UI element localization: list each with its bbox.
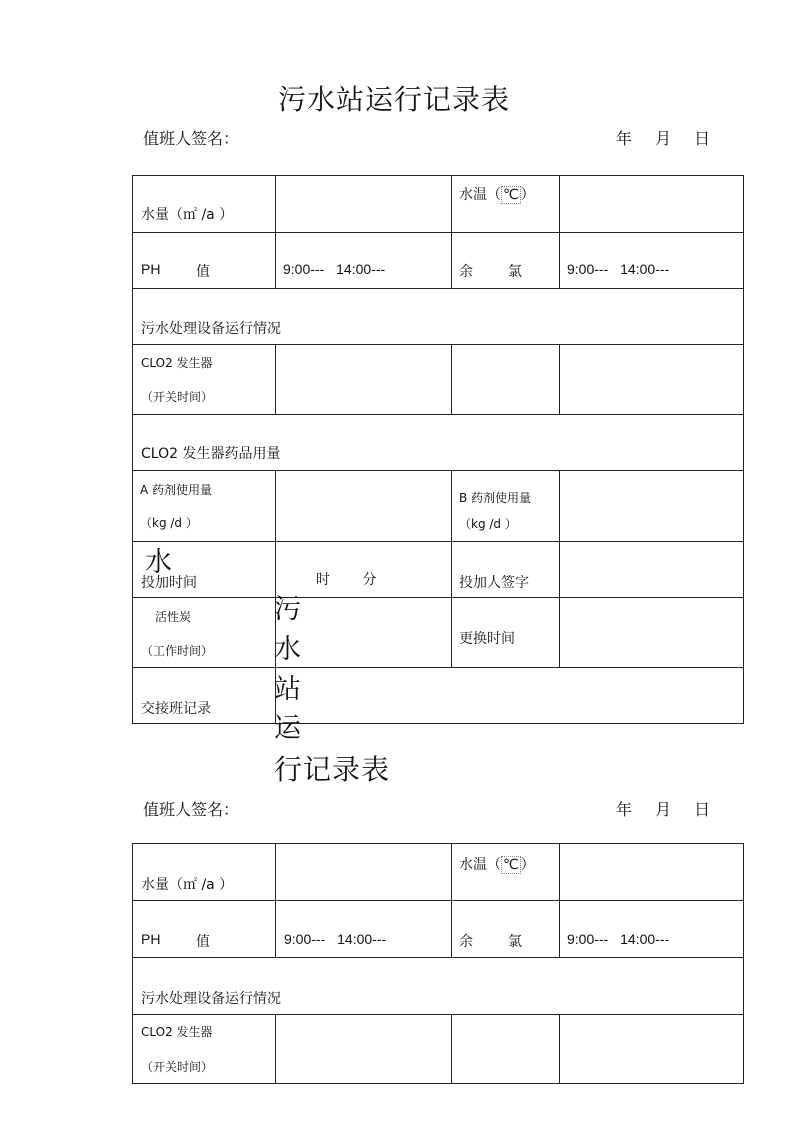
residual-label-2: 氯: [508, 264, 522, 280]
water-temp-cell: [452, 844, 560, 901]
b-dosage-input[interactable]: [560, 471, 744, 542]
form2-title: 行记录表: [274, 753, 391, 786]
form1-title: 污水站运行记录表: [278, 83, 511, 116]
work-time-label: （工作时间）: [141, 644, 214, 658]
ph-label: PH: [141, 261, 161, 277]
ph-label: PH: [141, 931, 161, 947]
clo2-switch-time-label: （开关时间）: [141, 1060, 214, 1074]
residual-label-2: 氯: [508, 934, 522, 950]
b-dosage-label: B 药剂使用量: [459, 491, 532, 505]
clo2-input-1[interactable]: [276, 345, 452, 415]
water-volume-cell: [133, 176, 276, 233]
replace-time-input[interactable]: [560, 598, 744, 668]
form1-signature-label: 值班人签名：: [143, 129, 240, 148]
add-time-label: 投加时间: [141, 575, 197, 591]
residual-cell: [452, 233, 560, 289]
ph-times: 9:00--- 14:00---: [283, 261, 386, 277]
form1-table: [132, 175, 744, 724]
add-signer-label: 投加人签字: [459, 575, 529, 591]
water-volume-input[interactable]: [276, 844, 452, 901]
replace-time-cell: [452, 598, 560, 668]
water-temp-label: 水温（ ℃ ）: [459, 187, 535, 203]
clo2-input-1[interactable]: [276, 1015, 452, 1084]
a-dosage-input[interactable]: [276, 471, 452, 542]
clo2-input-2[interactable]: [452, 1015, 560, 1084]
add-signer-cell: [452, 542, 560, 598]
overflow-char-wu: 污: [274, 594, 301, 625]
residual-label-1: 余: [459, 934, 473, 950]
activated-carbon-cell: [133, 598, 276, 668]
ph-cell: [133, 901, 276, 958]
ph-times: 9:00--- 14:00---: [284, 931, 387, 947]
water-volume-cell: [133, 844, 276, 901]
ph-value-label: 值: [196, 264, 210, 280]
clo2-generator-cell: [133, 345, 276, 415]
equipment-heading-cell: [133, 289, 744, 345]
ph-cell: [133, 233, 276, 289]
residual-times: 9:00--- 14:00---: [567, 931, 670, 947]
clo2-switch-time-label: （开关时间）: [141, 390, 214, 404]
equipment-heading-cell: [133, 958, 744, 1015]
a-dosage-cell: [133, 471, 276, 542]
add-signer-input[interactable]: [560, 542, 744, 598]
clo2-generator-label: CLO2 发生器: [141, 356, 213, 370]
b-dosage-cell: [452, 471, 560, 542]
clo2-generator-label: CLO2 发生器: [141, 1025, 213, 1039]
residual-times: 9:00--- 14:00---: [567, 261, 670, 277]
form2-date-label: 年 月 日: [616, 800, 711, 819]
ph-times-cell[interactable]: [276, 901, 452, 958]
handover-input[interactable]: [276, 668, 744, 724]
handover-cell: [133, 668, 276, 724]
form2-signature-label: 值班人签名：: [143, 800, 240, 819]
water-volume-input[interactable]: [276, 176, 452, 233]
residual-cell: [452, 901, 560, 958]
equipment-heading: 污水处理设备运行情况: [141, 991, 281, 1007]
a-dosage-label: A 药剂使用量: [140, 483, 213, 497]
water-temp-label: 水温（ ℃ ）: [459, 857, 535, 873]
add-time-input[interactable]: [276, 542, 452, 598]
form2-table: [132, 843, 744, 1084]
residual-times-cell[interactable]: [560, 233, 744, 289]
b-unit-label: （kg /d ）: [459, 517, 517, 531]
residual-times-cell[interactable]: [560, 901, 744, 958]
activated-carbon-input[interactable]: [276, 598, 452, 668]
ph-times-cell[interactable]: [276, 233, 452, 289]
water-temp-input[interactable]: [560, 844, 744, 901]
clo2-generator-cell: [133, 1015, 276, 1084]
clo2-input-2[interactable]: [452, 345, 560, 415]
water-temp-cell: [452, 176, 560, 233]
water-volume-label: 水量（㎡ /a ）: [141, 207, 234, 223]
handover-label: 交接班记录: [141, 701, 211, 717]
hour-minute-label: 时 分: [316, 572, 377, 588]
overflow-char-yun: 运: [274, 713, 301, 744]
a-unit-label: （kg /d ）: [140, 516, 198, 530]
clo2-dosage-heading-cell: [133, 415, 744, 471]
water-volume-label: 水量（㎡ /a ）: [141, 877, 234, 893]
form1-date-label: 年 月 日: [616, 129, 711, 148]
overflow-char-shui2: 水: [274, 634, 301, 665]
equipment-heading: 污水处理设备运行情况: [141, 321, 281, 337]
water-temp-input[interactable]: [560, 176, 744, 233]
activated-carbon-label: 活性炭: [155, 610, 192, 624]
overflow-char-zhan: 站: [274, 674, 301, 705]
ph-value-label: 值: [196, 934, 210, 950]
clo2-dosage-heading: CLO2 发生器药品用量: [141, 446, 281, 462]
overflow-char-shui: 水: [145, 547, 172, 578]
residual-label-1: 余: [459, 264, 473, 280]
clo2-input-3[interactable]: [560, 1015, 744, 1084]
replace-time-label: 更换时间: [459, 631, 515, 647]
clo2-input-3[interactable]: [560, 345, 744, 415]
